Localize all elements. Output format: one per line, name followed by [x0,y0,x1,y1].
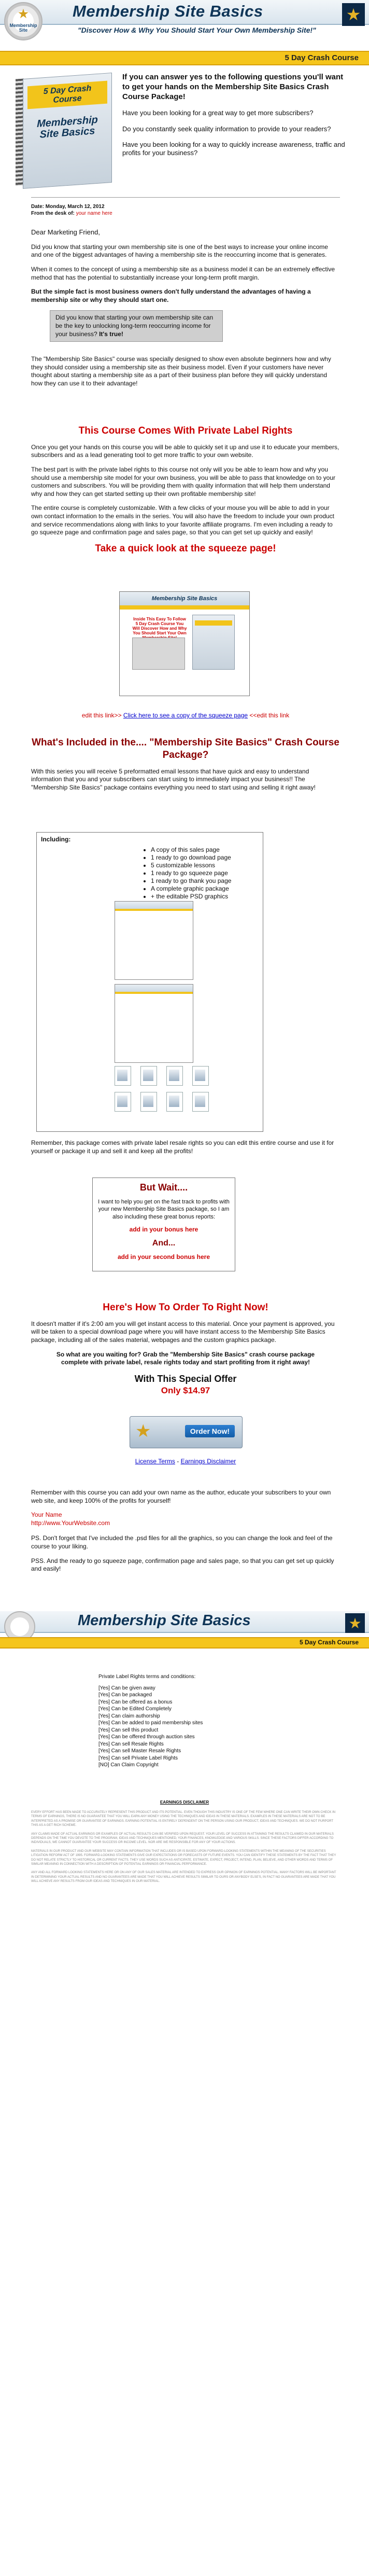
disclaimer-heading: EARNINGS DISCLAIMER [160,1800,209,1805]
course-bar [0,51,369,65]
letter-body [31,228,340,394]
rights-item: [Yes] Can sell Master Resale Rights [98,1748,181,1754]
ebook-line1: 5 Day Crash Course [27,81,107,109]
greeting: Dear Marketing Friend, [31,228,100,236]
rights-heading: Private Label Rights terms and conditions: [98,1674,196,1680]
graphics-thumbnails [115,1066,208,1112]
your-name: Your Name [31,1511,62,1519]
hero-lead: If you can answer yes to the following questions you'll want to get your hands on the Membership Site Basics Crash Course Package! [122,73,344,101]
membership-seal-icon [4,2,42,40]
footer-course-bar [0,1637,369,1649]
rights-item: [Yes] Can be offered through auction sites [98,1734,195,1740]
included-item: • + the editable PSD graphics [151,893,259,901]
seal-text: Membership Site [9,23,37,33]
bonus-2: add in your second bonus here [117,1253,210,1261]
squeeze-page-link[interactable]: Click here to see a copy of the squeeze page [123,712,248,719]
included-item: • 1 ready to go thank you page [151,877,259,885]
order-p2: So what are you waiting for? Grab the "Membership Site Basics" crash course package complete with private label, resale rights today and start profiting from it right away! [56,1350,315,1366]
squeeze-page-preview [119,591,250,696]
offer-title: With This Special Offer [134,1373,237,1384]
letter-p3: But the simple fact is most business owners don't fully understand the advantages of having a membership site or why they should start one. [31,288,311,303]
bonus-1: add in your bonus here [129,1225,198,1233]
order-button-label: Order Now! [185,1425,235,1437]
disclaimer-p4: ANY AND ALL FORWARD LOOKING STATEMENTS HERE OR ON ANY OF OUR SALES MATERIAL ARE INTENDED TO EXPRESS OUR OPINION OF EARNINGS POTENTIAL. MANY FACTORS WILL BE IMPORTANT IN DETERMINING YOUR ACTUAL RESULTS AND NO GUARANTEES ARE MADE THAT YOU WILL ACHIEVE RESULTS SIMILAR TO OURS OR ANYBODY ELSE'S, IN FACT NO GUARANTEES ARE MADE THAT YOU WILL ACHIEVE ANY RESULTS FROM OUR IDEAS AND TECHNIQUES IN OUR MATERIAL. [31,1871,336,1883]
squeeze-form [132,638,185,670]
from-prefix: From the desk of: [31,211,75,216]
letter-p2: When it comes to the concept of using a membership site as a business model it can be an extremely effective method that has the potential to substantially increase your long-term profit margin. [31,266,335,281]
order-heading: Here's How To Order To Right Now! [103,1302,268,1313]
included-after [31,1139,340,1161]
order-star-icon: ★ [135,1421,151,1441]
pss: PSS. And the ready to go squeeze page, confirmation page and sales page, so that you can get set up quickly and easily! [31,1557,334,1573]
disclaimer-p3: MATERIALS IN OUR PRODUCT AND OUR WEBSITE MAY CONTAIN INFORMATION THAT INCLUDES OR IS BASED UPON FORWARD-LOOKING STATEMENTS WITHIN THE MEANING OF THE SECURITIES LITIGATION REFORM ACT OF 1995. FORWARD-LOOKING STATEMENTS GIVE OUR EXPECTATIONS OR FORECASTS OF FUTURE EVENTS. YOU CAN IDENTIFY THESE STATEMENTS BY THE FACT THAT THEY DO NOT RELATE STRICTLY TO HISTORICAL OR CURRENT FACTS. THEY USE WORDS SUCH AS ANTICIPATE, ESTIMATE, EXPECT, PROJECT, INTEND, PLAN, BELIEVE, AND OTHER WORDS AND TERMS OF SIMILAR MEANING IN CONNECTION WITH A DESCRIPTION OF POTENTIAL EARNINGS OR FINANCIAL PERFORMANCE. [31,1849,336,1866]
rights-item: [Yes] Can claim authorship [98,1713,160,1719]
graphic-thumb [192,1066,209,1086]
license-terms-link[interactable]: License Terms [135,1458,175,1465]
order-section [31,1302,340,1396]
hero [0,73,369,197]
hero-question-3: Have you been looking for a way to quickly increase awareness, traffic and profits for your business? [122,140,345,157]
rights-item: [Yes] Can be offered as a bonus [98,1699,173,1705]
ebook-cover-image [16,76,113,189]
reminder: Remember with this course you can add your own name as the author, educate your subscribers to your own web site, and keep 100% of the profits for yourself! [31,1489,331,1504]
graphic-thumb [115,1066,131,1086]
plr-p1: Once you get your hands on this course you will be able to quickly set it up and use it to educate your members, subscribers and as a lead generating tool to get more traffic to your own website. [31,443,339,459]
hero-questions [122,73,350,164]
letter-p1: Did you know that starting your own membership site is one of the best ways to increase your online income and one of the biggest advantages of having a membership site is the reoccurring income that is generates. [31,243,328,259]
footer-banner [0,1611,369,1647]
rights-item: [NO] Can Claim Copyright [98,1762,159,1768]
footer-star-icon: ★ [345,1613,365,1633]
link-prefix: edit this link>> [81,712,122,719]
squeeze-book-image [192,615,235,670]
disclaimer-p2: ANY CLAIMS MADE OF ACTUAL EARNINGS OR EXAMPLES OF ACTUAL RESULTS CAN BE VERIFIED UPON REQUEST. YOUR LEVEL OF SUCCESS IN ATTAINING THE RESULTS CLAIMED IN OUR MATERIALS DEPENDS ON THE TIME YOU DEVOTE TO THE PROGRAM, IDEAS AND TECHNIQUES MENTIONED, YOUR FINANCES, KNOWLEDGE AND VARIOUS SKILLS. SINCE THESE FACTORS DIFFER ACCORDING TO INDIVIDUALS, WE CANNOT GUARANTEE YOUR SUCCESS OR INCOME LEVEL. NOR ARE WE RESPONSIBLE FOR ANY OF YOUR ACTIONS. [31,1832,334,1845]
footer-course-label: 5 Day Crash Course [299,1639,359,1646]
included-item: • 5 customizable lessons [151,862,259,869]
included-after-text: Remember, this package comes with private label resale rights so you can edit this entire course and use it for yourself or package it up and sell it and keep all the profits! [31,1139,334,1155]
ebook-cover [23,73,112,189]
rights-item: [Yes] Can be added to paid membership sites [98,1720,203,1726]
rights-item: [Yes] Can sell Private Label Rights [98,1755,178,1761]
graphic-thumb [140,1066,157,1086]
graphic-thumb [115,1092,131,1112]
footer-title: Membership Site Basics [78,1612,251,1629]
included-item: • A copy of this sales page [151,846,259,854]
letter-date: Date: Monday, March 12, 2012 [31,204,105,210]
letter-p4: The "Membership Site Basics" course was specially designed to show even absolute beginners how and why they should consider using a membership site as their business model. Even if your customers have never thought about starting a membership site as a part of their business plan before they will quickly understand how they can use it to their advantage! [31,355,331,387]
included-list [139,846,259,901]
earnings-disclaimer-link[interactable]: Earnings Disclaimer [180,1458,236,1465]
legal-links [31,1458,340,1466]
squeeze-header: Membership Site Basics [120,592,249,605]
link-sep: - [177,1458,179,1465]
included-intro: With this series you will receive 5 preformatted email lessons that have quick and easy to understand information that you and your subscribers can start using to immediately impact your business!! The "Membership Site Basics" package contains everything you need to start using and selling it right away! [31,767,316,791]
your-website: http://www.YourWebsite.com [31,1519,110,1527]
order-now-button[interactable] [130,1416,243,1448]
included-item: • 1 ready to go squeeze page [151,869,259,877]
included-item: • A complete graphic package [151,885,259,893]
from-name: your name here [76,211,112,216]
callout-text: Did you know that starting your own membership site can be the key to unlocking long-term reoccurring income for your business? [55,314,214,338]
date-block [31,203,112,217]
included-item: • 1 ready to go download page [151,854,259,862]
rights-item: [Yes] Can be packaged [98,1692,152,1698]
squeeze-heading: Take a quick look at the squeeze page! [95,543,276,554]
star-badge-icon: ★ [342,3,365,26]
course-label: 5 Day Crash Course [285,53,359,62]
seal-star-icon: ★ [18,7,29,20]
earnings-disclaimer [31,1810,340,1888]
included-heading: What's Included in the.... "Membership Site Basics" Crash Course Package? [32,737,339,760]
ps: PS. Don't forget that I've included the .psd files for all the graphics, so you can change the look and feel of the course to your liking. [31,1534,333,1550]
graphic-thumb [192,1092,209,1112]
graphic-thumb [140,1092,157,1112]
rights-item: [Yes] Can sell this product [98,1727,159,1733]
sales-thumbnail [115,984,193,1063]
divider [31,197,340,198]
closing [31,1489,340,1580]
link-suffix: <<edit this link [249,712,290,719]
plr-section [31,425,340,561]
offer-price: Only $14.97 [161,1386,210,1396]
squeeze-bar [120,605,249,610]
graphic-thumb [166,1092,183,1112]
bonus-box [92,1178,235,1271]
plr-p3: The entire course is completely customizable. With a few clicks of your mouse you will be able to add in your own contact information to the emails in the series. You will also have the freedom to include your own product and service recommendations along with links to your favorite affiliate programs. I'm even including a ready to go squeeze page and confirmation page and sales page, so that you can get set up quickly and easily! [31,504,334,536]
bonus-text: I want to help you get on the fast track to profits with your new Membership Site Basics package, so I am also including these great bonus reports: [98,1199,230,1220]
squeeze-link-row [31,712,340,720]
site-title: Membership Site Basics [73,2,263,20]
ebook-line2: Membership Site Basics [37,114,98,141]
rights-item: [Yes] Can sell Resale Rights [98,1741,164,1747]
header [0,0,369,41]
hero-question-2: Do you constantly seek quality information to provide to your readers? [122,124,331,133]
hero-question-1: Have you been looking for a great way to get more subscribers? [122,109,314,117]
bonus-and: And... [152,1239,176,1248]
included-section [31,737,340,798]
included-label: Including: [41,836,71,843]
squeeze-text: Inside This Easy To Follow 5 Day Crash Course You Will Discover How and Why You Should Start Your Own [132,617,187,635]
callout-bold: It's true! [99,330,123,338]
callout-box [50,310,223,342]
included-box [36,832,263,1132]
order-p1: It doesn't matter if it's 2:00 am you will get instant access to this material. Once your payment is approved, you will be taken to a special download page where you will have instant access to the Membership Site Basics package, including all of the sales material, webpages and the custom graphics package. [31,1320,335,1344]
rights-list [98,1673,264,1769]
plr-heading: This Course Comes With Private Label Rights [78,425,293,436]
plr-p2: The best part is with the private label rights to this course not only will you be able to learn how and why you should use a membership site model for your own business, you will be able to pass that knowledge on to your customers and subscribers. You will be providing them with quality information that will help them understand why and how they can get started setting up their own profitable membership site! [31,465,335,497]
rights-item: [Yes] Can be Edited Completely [98,1706,172,1712]
tagline: "Discover How & Why You Should Start Your Own Membership Site!" [78,26,316,34]
graphic-thumb [166,1066,183,1086]
disclaimer-p1: EVERY EFFORT HAS BEEN MADE TO ACCURATELY REPRESENT THIS PRODUCT AND ITS POTENTIAL. EVEN THOUGH THIS INDUSTRY IS ONE OF THE FEW WHERE ONE CAN WRITE THEIR OWN CHECK IN TERMS OF EARNINGS, THERE IS NO GUARANTEE THAT YOU WILL EARN ANY MONEY USING THE TECHNIQUES AND IDEAS IN THESE MATERIALS. EXAMPLES IN THESE MATERIALS ARE NOT TO BE INTERPRETED AS A PROMISE OR GUARANTEE OF EARNINGS. EARNING POTENTIAL IS ENTIRELY DEPENDENT ON THE PERSON USING OUR PRODUCT, IDEAS AND TECHNIQUES. WE DO NOT PURPORT THIS AS A GET RICH SCHEME. [31,1811,336,1827]
rights-item: [Yes] Can be given away [98,1685,155,1691]
bonus-heading: But Wait.... [139,1182,188,1193]
squeeze-thumbnail [115,901,193,980]
